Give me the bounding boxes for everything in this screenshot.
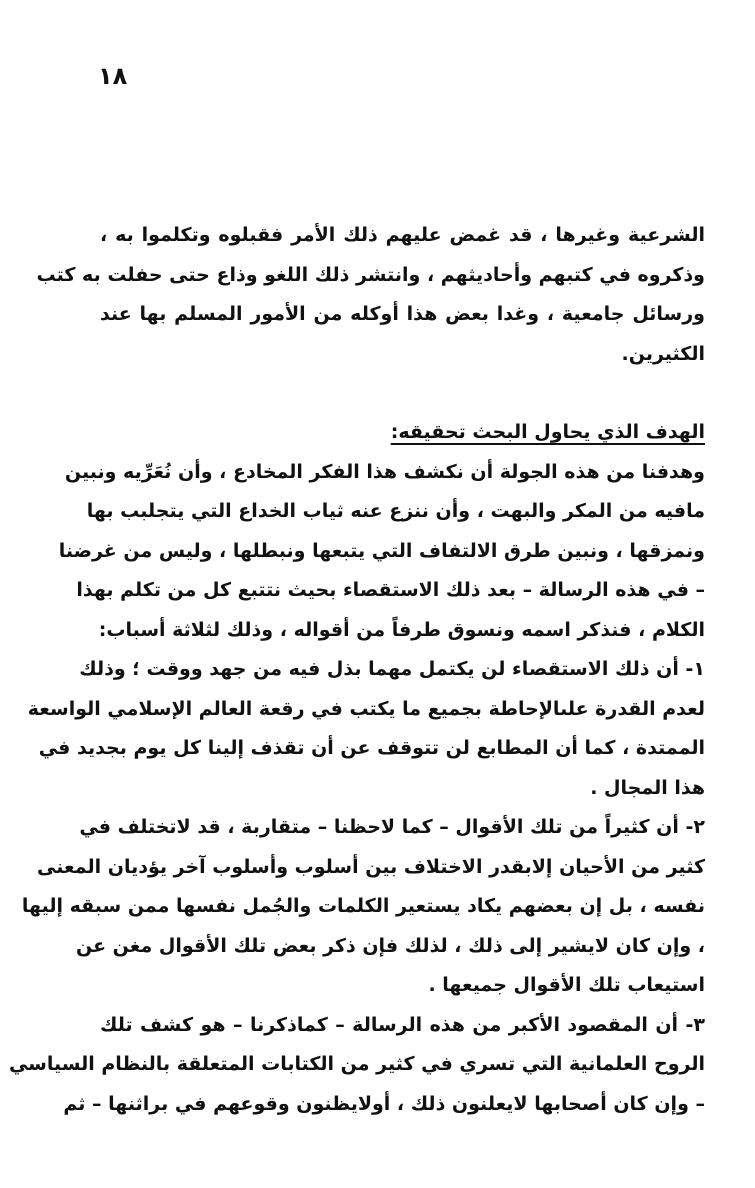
text-line: ، وإن كان لايشير إلى ذلك ، لذلك فإن ذكر بعض تلك الأقوال مغن عن bbox=[75, 934, 705, 957]
reason-1-line: ١- أن ذلك الاستقصاء لن يكتمل مهما بذل فيه من جهد ووقت ؛ وذلك bbox=[79, 658, 705, 680]
text-line: الروح العلمانية التي تسري في كثير من الكتابات المتعلقة بالنظام السياسي bbox=[8, 1053, 705, 1075]
text-line: الكلام ، فنذكر اسمه ونسوق طرفاً من أقواله ، وذلك لثلاثة أسباب: bbox=[98, 618, 705, 641]
intro-paragraph bbox=[36, 216, 705, 374]
text-line: نفسه ، بل إن بعضهم يكاد يستعير الكلمات والجُمل نفسها ممن سبقه إليها bbox=[21, 895, 705, 917]
reason-3-line: ٣- أن المقصود الأكبر من هذه الرسالة – كماذكرنا – هو كشف تلك bbox=[100, 1013, 705, 1036]
text-line: مافيه من المكر والبهت ، وأن ننزع عنه ثياب الخداع التي يتجلبب بها bbox=[86, 500, 705, 522]
text-line: ورسائل جامعية ، وغدا بعض هذا أوكله من الأمور المسلم بها عند bbox=[100, 303, 705, 325]
research-goal-section bbox=[8, 413, 705, 1124]
text-line: الشرعية وغيرها ، قد غمض عليهم ذلك الأمر فقبلوه وتكلموا به ، bbox=[100, 224, 705, 246]
text-line: ونمزقها ، ونبين طرق الالتفاف التي يتبعها ونبطلها ، وليس من غرضنا bbox=[58, 539, 705, 562]
reason-2-line: ٢- أن كثيراً من تلك الأقوال – كما لاحظنا – متقاربة ، قد لاتختلف في bbox=[79, 816, 705, 838]
text-line: وذكروه في كتبهم وأحاديثهم ، وانتشر ذلك اللغو وذاع حتى حفلت به كتب bbox=[36, 263, 705, 286]
text-line: لعدم القدرة علىالإحاطة بجميع ما يكتب في رقعة العالم الإسلامي الواسعة bbox=[27, 697, 705, 720]
text-line: الكثيرين. bbox=[621, 342, 705, 365]
text-line: الممتدة ، كما أن المطابع لن تتوقف عن أن تقذف إلينا كل يوم بجديد في bbox=[38, 737, 705, 759]
text-line: وهدفنا من هذه الجولة أن نكشف هذا الفكر المخادع ، وأن نُعَرِّيه ونبين bbox=[64, 460, 705, 483]
section-heading: الهدف الذي يحاول البحث تحقيقه: bbox=[390, 421, 705, 443]
text-line: – وإن كان أصحابها لايعلنون ذلك ، أولايظنون وقوعهم في براثنها – ثم bbox=[63, 1092, 705, 1115]
text-line: هذا المجال . bbox=[590, 776, 705, 799]
text-line: استيعاب تلك الأقوال جميعها . bbox=[428, 974, 705, 996]
page-number: ١٨ bbox=[98, 62, 128, 90]
text-line: – في هذه الرسالة – بعد ذلك الاستقصاء بحيث نتتبع كل من تكلم بهذا bbox=[76, 579, 705, 601]
text-line: كثير من الأحيان إلابقدر الاختلاف بين أسلوب وأسلوب آخر يؤديان المعنى bbox=[37, 855, 705, 878]
